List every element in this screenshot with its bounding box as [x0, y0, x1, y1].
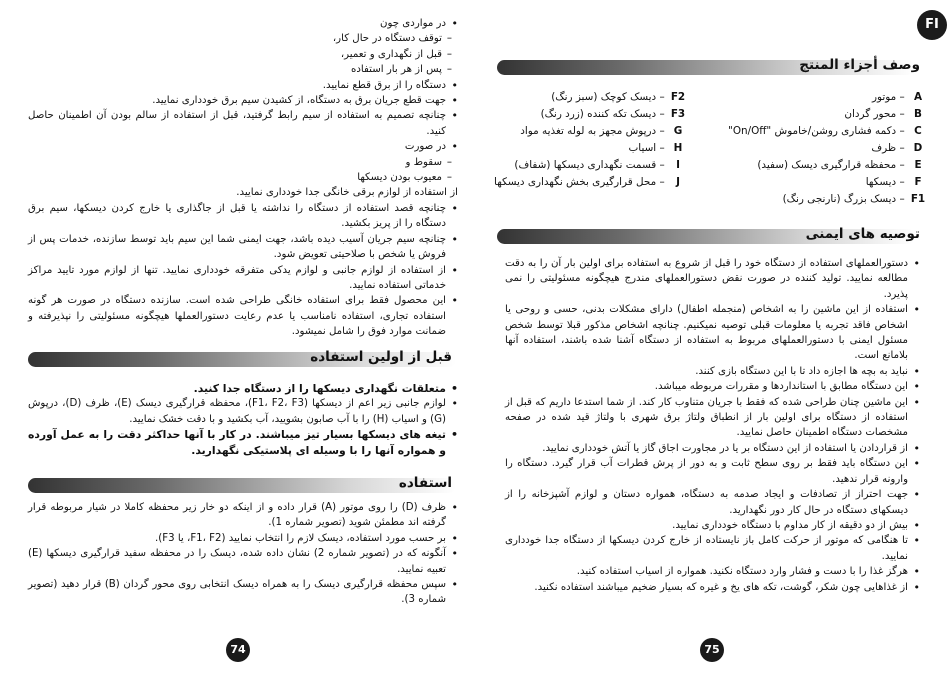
- part-row: [488, 123, 688, 140]
- part-label: دکمه فشاری روشن/خاموش "On/Off": [728, 125, 897, 137]
- left-warnings-column: [28, 16, 458, 340]
- safety-section: [505, 256, 920, 595]
- part-separator: –: [896, 142, 908, 154]
- page-number: 74: [226, 638, 250, 662]
- list-item: • دستورالعملهای استفاده از دستگاه خود را قبل از شروع به استفاده برای اولین بار آن را به دقت مطالعه نمایید. تولید کننده در صورت نقض دستورالعملهای مندرج هیچگونه مسئولیتی را نمی پذیرد.: [505, 256, 920, 302]
- part-row: [668, 191, 928, 208]
- list-item: • از استفاده از لوازم جانبی و لوازم یدکی متفرقه خودداری نمایید. تنها از لوازم مورد تایید مراکز خدماتی استفاده نمایید.: [28, 263, 458, 294]
- part-row: [668, 157, 928, 174]
- list-item: • نباید به بچه ها اجازه داد تا با این دستگاه بازی کنند.: [505, 364, 920, 379]
- list-item: • این محصول فقط برای استفاده خانگی طراحی شده است. سازنده دستگاه در صورت هر گونه استفاده تجاری، استفاده نامناسب یا عدم رعایت دستورالعملها هیچگونه مسئولیتی را نپذیرفته و ضمانت موارد فوق را شامل نمیشود.: [28, 293, 458, 339]
- list-item: – سقوط و: [28, 155, 458, 170]
- part-label: محور گردان: [844, 108, 897, 120]
- list-item: • چنانچه قصد استفاده از دستگاه را نداشته یا قبل از جاگذاری یا خارج کردن دیسکها، سیم برق دستگاه را از پریز بکشید.: [28, 201, 458, 232]
- list-item: • دستگاه را از برق قطع نمایید.: [28, 78, 458, 93]
- list-item: – توقف دستگاه در حال کار،: [28, 31, 458, 46]
- part-letter: J: [676, 176, 680, 188]
- list-item: • هرگز غذا را با دست و فشار وارد دستگاه نکنید. همواره از اسیاب استفاده کنید.: [505, 564, 920, 579]
- page-number: 75: [700, 638, 724, 662]
- part-separator: –: [656, 176, 668, 188]
- part-letter: H: [673, 142, 683, 154]
- part-separator: –: [656, 125, 668, 137]
- parts-list-left: [488, 89, 688, 191]
- part-label: دیسک بزرگ (نارنجی رنگ): [782, 193, 897, 205]
- part-separator: –: [896, 193, 908, 205]
- part-separator: –: [656, 108, 668, 120]
- list-item: • سپس محفظه قرارگیری دیسک را به همراه دیسک انتخابی روی محور گردان (B) قرار دهید (تصویر شماره 3).: [28, 577, 458, 608]
- part-label: اسیاب: [628, 142, 657, 154]
- list-item: • چنانچه سیم جریان آسیب دیده باشد، جهت ایمنی شما این سیم باید توسط سازنده، خدمات پس از فروش یا شخص با صلاحیتی تعویض شود.: [28, 232, 458, 263]
- list-item: • تیغه های دیسکها بسیار تیز میباشند. در کار با آنها حداکثر دقت را به عمل آورده و همواره آنها را با وسیله ای پلاستیکی نگهدارید.: [28, 427, 458, 458]
- list-item: • چنانچه تصمیم به استفاده از سیم رابط گرفتید، قبل از استفاده از سالم بودن آن اطمینان حاصل کنید.: [28, 108, 458, 139]
- part-letter: B: [914, 108, 922, 120]
- part-letter: C: [914, 125, 922, 137]
- part-label: دیسکها: [865, 176, 897, 188]
- list-item: • این ماشین چنان طراحی شده که فقط با جریان متناوب کار کند. از شما استدعا داریم که قبل از استفاده از دستگاه برای اولین بار از انطباق ولتاژ برق شهری با ولتاژ قید شده در صفحه مشخصات دستگاه اطمینان حاصل نمایید.: [505, 395, 920, 441]
- left-warnings-list: [28, 16, 458, 340]
- part-row: [488, 89, 688, 106]
- part-letter: I: [676, 159, 680, 171]
- list-item: • در صورت: [28, 139, 458, 154]
- part-letter: G: [673, 125, 683, 137]
- parts-list-right: [668, 89, 928, 208]
- part-row: [668, 123, 928, 140]
- part-separator: –: [896, 125, 908, 137]
- usage-section: [28, 500, 458, 608]
- section-title-safety: توصیه های ایمنی: [805, 226, 920, 242]
- section-title-product-parts: وصف أجزاء المنتج: [799, 57, 920, 73]
- list-item: • از غذاهایی چون شکر، گوشت، تکه های یخ و غیره که بسیار ضخیم میباشند استفاده نکنید.: [505, 580, 920, 595]
- part-separator: –: [656, 91, 668, 103]
- part-row: [488, 157, 688, 174]
- part-label: محل قرارگیری بخش نگهداری دیسکها: [494, 176, 657, 188]
- section-title-before-first-use: قبل از اولین استفاده: [310, 349, 452, 365]
- list-item: • از قراردادن یا استفاده از این دستگاه بر یا در مجاورت اجاق گاز یا آتش خودداری نمایید.: [505, 441, 920, 456]
- list-item: • جهت احتراز از تصادفات و ایجاد صدمه به دستگاه، همواره دستان و لوازم آشپزخانه را از دیسکهای دستگاه در حال کار دور نگهدارید.: [505, 487, 920, 518]
- list-item: از استفاده از لوازم برقی خانگی جدا خودداری نمایید.: [236, 187, 458, 199]
- part-row: [668, 106, 928, 123]
- part-row: [488, 106, 688, 123]
- before-first-use-section: [28, 381, 458, 458]
- part-label: دیسک کوچک (سبز رنگ): [551, 91, 657, 103]
- part-separator: –: [896, 91, 908, 103]
- list-item: • بر حسب مورد استفاده، دیسک لازم را انتخاب نمایید (F1، F2، یا F3).: [28, 531, 458, 546]
- list-item: • این دستگاه مطابق با استانداردها و مقررات مربوطه میباشد.: [505, 379, 920, 394]
- part-label: دیسک تکه کننده (زرد رنگ): [540, 108, 657, 120]
- part-letter: F3: [670, 108, 686, 120]
- part-label: قسمت نگهداری دیسکها (شفاف): [514, 159, 657, 171]
- part-separator: –: [656, 159, 668, 171]
- section-header-bar: [28, 478, 456, 493]
- before-first-use-list: [28, 381, 458, 458]
- list-item: – قبل از نگهداری و تعمیر،: [28, 47, 458, 62]
- part-letter: F2: [670, 91, 686, 103]
- part-row: [668, 174, 928, 191]
- part-letter: D: [913, 142, 923, 154]
- right-page: [475, 0, 950, 674]
- part-row: [668, 140, 928, 157]
- part-letter: E: [914, 159, 922, 171]
- section-title-usage: استفاده: [398, 475, 452, 491]
- part-separator: –: [896, 108, 908, 120]
- part-label: درپوش مجهز به لوله تغذیه مواد: [520, 125, 657, 137]
- list-item: • آنگونه که در (تصویر شماره 2) نشان داده شده، دیسک را در محفظه سفید قرارگیری دیسکها (E) تعبیه نمایید.: [28, 546, 458, 577]
- list-item: • این دستگاه باید فقط بر روی سطح ثابت و به دور از پرش قطرات آب قرار گیرد. دستگاه را وارونه قرار ندهید.: [505, 456, 920, 487]
- part-row: [488, 174, 688, 191]
- list-item: • متعلقات نگهداری دیسکها را از دستگاه جدا کنید.: [28, 381, 458, 396]
- part-separator: –: [656, 142, 668, 154]
- part-row: [488, 140, 688, 157]
- part-label: ظرف: [871, 142, 897, 154]
- safety-list: [505, 256, 920, 595]
- list-item: • لوازم جانبی زیر اعم از دیسکها (F1، F2، F3)، محفظه قرارگیری دیسک (E)، ظرف (D)، درپوش (G) و اسیاب (H) را با آب صابون بشویید، آب بکشید و با دقت خشک نمایید.: [28, 396, 458, 427]
- usage-list: [28, 500, 458, 608]
- part-row: [668, 89, 928, 106]
- list-item: • تا هنگامی که موتور از حرکت کامل باز نایستاده از خارج کردن دیسکها از دستگاه جدا خودداری نمایید.: [505, 533, 920, 564]
- part-letter: F1: [910, 193, 926, 205]
- part-separator: –: [896, 159, 908, 171]
- list-item: • جهت قطع جریان برق به دستگاه، از کشیدن سیم برق خودداری نمایید.: [28, 93, 458, 108]
- list-item: – معیوب بودن دیسکها: [28, 170, 458, 185]
- part-separator: –: [896, 176, 908, 188]
- part-label: محفظه قرارگیری دیسک (سفید): [757, 159, 897, 171]
- list-item: – پس از هر بار استفاده: [28, 62, 458, 77]
- list-item: • استفاده از این ماشین را به اشخاص (منجمله اطفال) دارای مشکلات بدنی، حسی و روحی یا اشخاص فاقد تجربه یا معلومات قبلی توصیه نمیکنیم. چنانچه اشخاص مذکور قبلا توسط شخص مسئول ایمنی با دستورالعملهای مربوط به استفاده از دستگاه آشنا شده باشند، استفاده آنها بلامانع است.: [505, 302, 920, 364]
- language-badge: FI: [917, 10, 947, 40]
- part-letter: F: [914, 176, 922, 188]
- list-item: • در مواردی چون: [28, 16, 458, 31]
- part-label: موتور: [871, 91, 897, 103]
- list-item: • ظرف (D) را روی موتور (A) قرار داده و از اینکه دو خار زیر محفظه کاملا در شیار مربوطه قرار گرفته اند مطمئن شوید (تصویر شماره 1).: [28, 500, 458, 531]
- part-letter: A: [913, 91, 923, 103]
- list-item: • بیش از دو دقیقه از کار مداوم با دستگاه خودداری نمایید.: [505, 518, 920, 533]
